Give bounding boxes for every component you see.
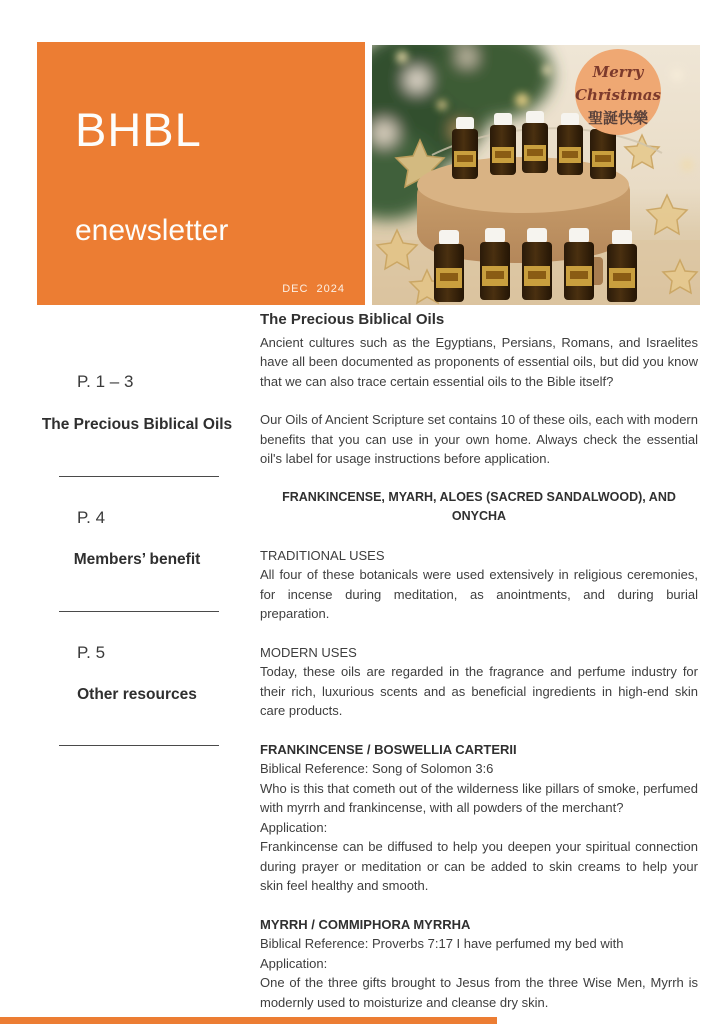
oil-application-text: Frankincense can be diffused to help you deepen your spiritual connection during prayer or meditation or can be added to skin creams to help your skin feel healthy and smooth. xyxy=(260,839,698,893)
masthead-block xyxy=(37,42,365,305)
toc-page-ref-1: P. 1 – 3 xyxy=(77,372,134,391)
oil-application-label: Application: xyxy=(260,955,328,971)
oil-quote: Who is this that cometh out of the wilderness like pillars of smoke, perfumed with myrrh and frankincense, with all powders of the merchant? xyxy=(260,780,698,815)
toc-label-1: The Precious Biblical Oils xyxy=(41,416,233,433)
toc-divider-3 xyxy=(59,745,219,746)
oil-biblical-reference: Biblical Reference: Proverbs 7:17 I have perfumed my bed with xyxy=(260,936,624,951)
article-title: The Precious Biblical Oils xyxy=(260,311,445,328)
section-heading: FRANKINCENSE, MYARH, ALOES (SACRED SANDALWOOD), AND ONYCHA xyxy=(282,489,676,523)
oil-entry-myrrh xyxy=(260,915,698,1013)
modern-uses-block xyxy=(260,643,698,721)
toc-label-3: Other resources xyxy=(77,686,197,703)
toc-divider-1 xyxy=(59,476,219,477)
badge-text-christmas: Christmas xyxy=(575,86,661,104)
toc-label-2: Members’ benefit xyxy=(73,551,201,568)
footer-accent-bar xyxy=(0,1017,497,1024)
issue-date: DEC 2024 xyxy=(282,283,345,295)
oil-application-label: Application: xyxy=(260,819,328,835)
brand-subtitle: enewsletter xyxy=(75,214,229,247)
modern-uses-text: Today, these oils are regarded in the fragrance and perfume industry for their rich, luxurious scents and as beneficial ingredients in high-end skin care products. xyxy=(260,664,698,718)
brand-title: BHBL xyxy=(75,103,202,156)
cover-photo-illustration xyxy=(372,45,700,305)
traditional-uses-block xyxy=(260,546,698,624)
article-body xyxy=(260,310,698,1024)
toc-page-ref-2: P. 4 xyxy=(77,508,106,527)
merry-christmas-badge xyxy=(575,49,661,135)
traditional-uses-text: All four of these botanicals were used extensively in religious ceremonies, for incense during meditation, as anointments, and during burial preparation. xyxy=(260,567,698,621)
oil-name: FRANKINCENSE / BOSWELLIA CARTERII xyxy=(260,741,517,757)
oil-entry-frankincense xyxy=(260,740,698,896)
cover-photo xyxy=(372,45,700,305)
badge-text-cjk: 聖誕快樂 xyxy=(587,109,649,127)
badge-text-merry: Merry xyxy=(592,63,644,81)
modern-uses-label: MODERN USES xyxy=(260,644,357,660)
oil-biblical-reference: Biblical Reference: Song of Solomon 3:6 xyxy=(260,761,494,776)
toc-page-ref-3: P. 5 xyxy=(77,643,106,662)
toc-divider-2 xyxy=(59,611,219,612)
oil-name: MYRRH / COMMIPHORA MYRRHA xyxy=(260,916,471,932)
intro-paragraph-2: Our Oils of Ancient Scripture set contains 10 of these oils, each with modern benefits that you can use in your own home. Always check the essential oil's label for usage instructions before application. xyxy=(260,412,698,466)
traditional-uses-label: TRADITIONAL USES xyxy=(260,547,385,563)
oil-application-text: One of the three gifts brought to Jesus from the three Wise Men, Myrrh is modernly used to moisturize and cleanse dry skin. xyxy=(260,975,698,1010)
intro-paragraph-1: Ancient cultures such as the Egyptians, Persians, Romans, and Israelites have all been documented as proponents of essential oils, but did you know that we can also trace certain essential oils to the Bible itself? xyxy=(260,334,698,389)
